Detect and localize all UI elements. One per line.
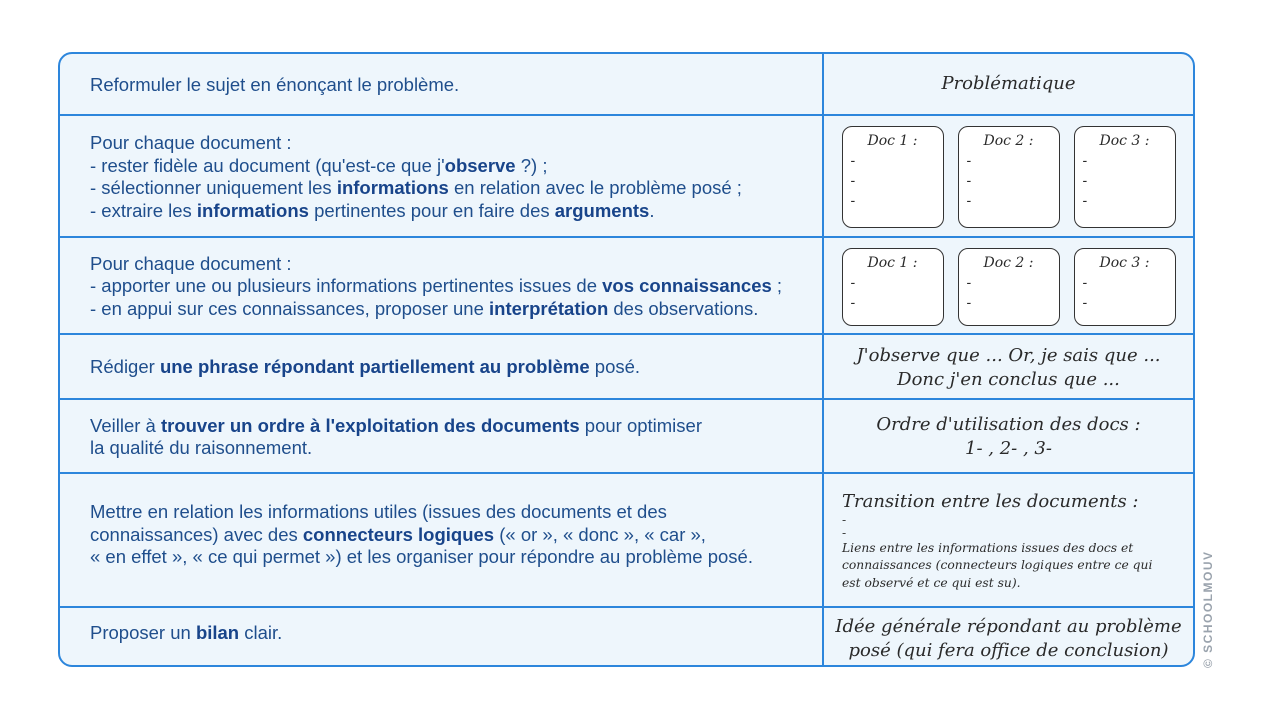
example-line: Donc j'en conclus que ... (897, 368, 1120, 390)
instruction-cell (60, 400, 824, 474)
problematique-label: Problématique (941, 73, 1076, 94)
instruction-intro: Pour chaque document : (90, 252, 292, 274)
note-line: Liens entre les informations issues des docs et (842, 540, 1134, 555)
example-cell (824, 54, 1193, 114)
instruction-line: Mettre en relation les informations utiles (issues des documents et des (90, 501, 667, 523)
note-line: est observé et ce qui est su). (842, 575, 1021, 590)
method-table (58, 52, 1195, 667)
doc-boxes (834, 126, 1183, 228)
example-cell (824, 335, 1193, 400)
table-row (60, 472, 1193, 608)
instruction-line: - rester fidèle au document (qu'est-ce que j'observe ?) ; (90, 154, 548, 176)
instruction-line: la qualité du raisonnement. (90, 437, 313, 458)
instruction-text: Reformuler le sujet en énonçant le problème. (90, 73, 460, 95)
example-line: J'observe que ... Or, je sais que ... (856, 344, 1161, 366)
table-row (60, 236, 1193, 335)
instruction-line: Rédiger une phrase répondant partiellement au problème posé. (90, 356, 641, 378)
instruction-line: connaissances) avec des connecteurs logiques (« or », « donc », « car », (90, 523, 706, 545)
doc-box: Doc 2 : - - - (958, 126, 1060, 228)
transition-title: Transition entre les documents : (842, 490, 1139, 512)
instruction-line: Veiller à trouver un ordre à l'exploitation des documents pour optimiser (90, 414, 702, 436)
instruction-line: - en appui sur ces connaissances, proposer une interprétation des observations. (90, 297, 759, 319)
doc-title: Doc 2 : (983, 133, 1034, 149)
dash-line: - (842, 525, 847, 540)
doc-box: Doc 3 : - - (1074, 248, 1176, 326)
table-row (60, 114, 1193, 238)
example-cell (824, 474, 1193, 608)
doc-box: Doc 1 : - - (842, 248, 944, 326)
instruction-cell (60, 335, 824, 400)
instruction-cell (60, 116, 824, 238)
note-line: connaissances (connecteurs logiques entre ce qui (842, 558, 1153, 573)
instruction-line: Proposer un bilan clair. (90, 622, 283, 644)
doc-title: Doc 1 : (867, 254, 918, 271)
doc-title: Doc 3 : (1099, 254, 1150, 271)
example-cell (824, 608, 1193, 667)
instruction-cell (60, 474, 824, 608)
example-line: 1- , 2- , 3- (965, 438, 1052, 459)
copyright-watermark: © SCHOOLMOUV (1201, 550, 1215, 668)
table-row (60, 398, 1193, 474)
instruction-cell (60, 54, 824, 114)
table-row (60, 333, 1193, 400)
dash-line: - (842, 512, 847, 527)
instruction-cell (60, 608, 824, 667)
instruction-cell (60, 238, 824, 335)
doc-box: Doc 3 : - - - (1074, 126, 1176, 228)
doc-box: Doc 1 : - - - (842, 126, 944, 228)
doc-boxes (834, 248, 1183, 326)
doc-title: Doc 2 : (983, 254, 1034, 271)
doc-title: Doc 3 : (1099, 133, 1150, 149)
instruction-intro: Pour chaque document : (90, 132, 292, 153)
example-line: Idée générale répondant au problème (835, 615, 1182, 637)
table-row (60, 54, 1193, 114)
instruction-line: - apporter une ou plusieurs informations pertinentes issues de vos connaissances ; (90, 275, 783, 297)
example-line: posé (qui fera office de conclusion) (848, 639, 1169, 661)
instruction-line: - sélectionner uniquement les informations en relation avec le problème posé ; (90, 177, 742, 198)
table-row (60, 606, 1193, 667)
example-line: Ordre d'utilisation des docs : (876, 414, 1141, 435)
example-cell (824, 116, 1193, 238)
instruction-line: « en effet », « ce qui permet ») et les organiser pour répondre au problème posé. (90, 546, 753, 568)
example-cell (824, 400, 1193, 474)
doc-box: Doc 2 : - - (958, 248, 1060, 326)
example-cell (824, 238, 1193, 335)
doc-title: Doc 1 : (867, 133, 918, 149)
instruction-line: - extraire les informations pertinentes pour en faire des arguments. (90, 199, 655, 221)
